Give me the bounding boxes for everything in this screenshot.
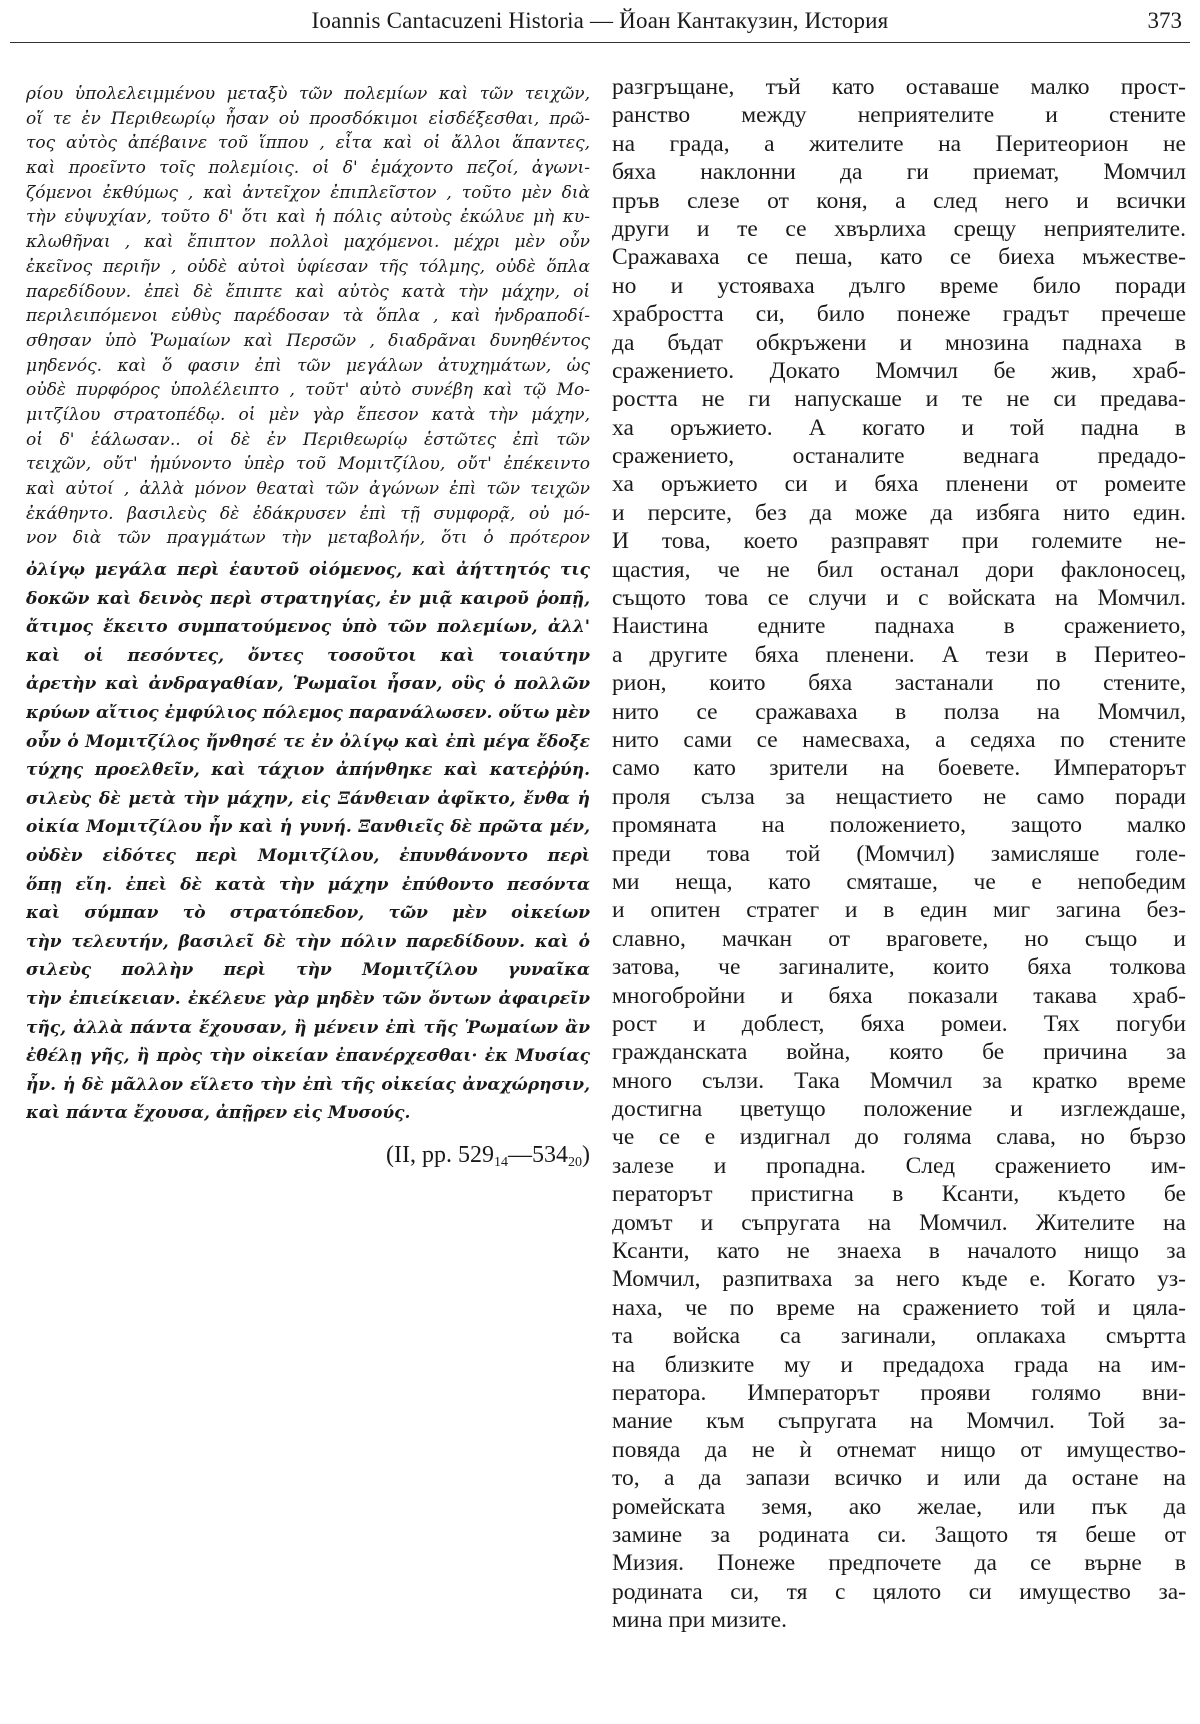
- text-line: да бъдат обкръжени и мнозина паднаха в: [612, 329, 1186, 356]
- text-line: мание към съпругата на Момчил. Той за-: [612, 1408, 1186, 1435]
- text-line: че се е издигнал до голяма слава, но бързо: [612, 1124, 1186, 1151]
- text-line: καὶ αὐτοί , ἀλλὰ μόνον θεαταὶ τῶν ἀγώνων ἐπὶ τῶν τειχῶν: [26, 479, 590, 499]
- text-line: ἀρετὴν καὶ ἀνδραγαθίαν, Ῥωμαῖοι ἦσαν, οὓς ὁ πολλῶν: [26, 674, 590, 695]
- header-rule: [10, 42, 1190, 43]
- text-line: затова, че загиналите, които бяха толкова: [612, 954, 1186, 981]
- text-line: много сълзи. Така Момчил за кратко време: [612, 1067, 1186, 1094]
- text-line: само като зрители на боевете. Императорът: [612, 755, 1186, 782]
- citation-line-end: 20: [568, 1155, 582, 1170]
- text-line: щастия, че не бил останал дори факлоносец,: [612, 556, 1186, 583]
- text-line: Момчил, разпитваха за него къде е. Когато уз-: [612, 1266, 1186, 1293]
- text-line: нито сами се намесваха, а седяха по стените: [612, 726, 1186, 753]
- text-line: νον διὰ τῶν πραγμάτων τὴν μεταβολήν, ὅτι ὁ πρότερον: [26, 528, 590, 549]
- text-line: οὐδὲ πυρφόρος ὑπολέλειπτο , τοῦτ' αὐτὸ συνέβη καὶ τῷ Μο-: [26, 380, 590, 401]
- text-line: ранство между неприятелите и стените: [612, 102, 1186, 129]
- text-line: ὅπῃ εἴη. ἐπεὶ δὲ κατὰ τὴν μάχην ἐπύθοντο πεσόντα: [26, 874, 590, 895]
- text-line: рост и доблест, бяха ромеи. Тях погуби: [612, 1010, 1186, 1037]
- text-line: ἄτιμος ἔκειτο συμπατούμενος ὑπὸ τῶν πολεμίων, ἀλλ': [26, 617, 590, 638]
- text-line: разгръщане, тъй като оставаше малко прост-: [612, 74, 1186, 100]
- text-line: ха оръжието си и бяха пленени от ромеите: [612, 471, 1186, 498]
- text-line: и персите, без да може да избяга нито един.: [612, 499, 1186, 526]
- text-line: ператора. Императорът прояви голямо вни-: [612, 1379, 1186, 1406]
- text-line: οἱ δ' ἑάλωσαν.. οἱ δὲ ἐν Περιθεωρίῳ ἑστῶτες ἐπὶ τῶν: [26, 429, 590, 450]
- text-line: славно, мачкан от враговете, но също и: [612, 925, 1186, 952]
- text-line: Сражаваха се пеша, като се биеха мъжестве-: [612, 244, 1186, 271]
- page-header: [0, 6, 1200, 40]
- text-line: ха оръжието. А когато и той падна в: [612, 414, 1186, 441]
- text-line: τύχης προελθεῖν, καὶ τάχιον ἀπήνθηκε καὶ κατεῤῥύη.: [26, 760, 590, 781]
- text-line: τος αὐτὸς ἀπέβαινε τοῦ ἵππου , εἶτα καὶ οἱ ἄλλοι ἅπαντες,: [26, 133, 590, 154]
- bulgarian-translation-column: [612, 73, 1186, 1634]
- text-line: περιλειπόμενοι εὐθὺς παρέδοσαν τὰ ὅπλα , καὶ ἠνδραποδί-: [26, 306, 590, 327]
- text-line: на града, а жителите на Перитеорион не: [612, 130, 1186, 157]
- text-line: многобройни и бяха показали такава храб-: [612, 982, 1186, 1009]
- text-line: ζόμενοι ἐκθύμως , καὶ ἀντεῖχον ἐπιπλεῖστον , τοῦτο μὲν διὰ: [26, 182, 590, 203]
- text-line: пръв слезе от коня, а след него и всички: [612, 187, 1186, 214]
- text-line: други и те се хвърлиха срещу неприятелите.: [612, 215, 1186, 242]
- page-number: 373: [1147, 8, 1182, 33]
- text-line: δοκῶν καὶ δεινὸς περὶ στρατηγίας, ἐν μιᾷ καιροῦ ῥοπῇ,: [26, 588, 590, 609]
- citation-suffix: ): [582, 1142, 590, 1168]
- text-line: повяда да не ѝ отнемат нищо от имущество-: [612, 1436, 1186, 1463]
- text-line: та войска са загинали, оплакаха смъртта: [612, 1323, 1186, 1350]
- text-line: същото това се случи и с войската на Момчил.: [612, 585, 1186, 612]
- source-citation: [26, 1142, 590, 1171]
- text-line: τὴν ἐπιείκειαν. ἐκέλευε γὰρ μηδὲν τῶν ὄντων ἀφαιρεῖν: [26, 988, 590, 1009]
- text-line: ромейската земя, ако желае, или пък да: [612, 1493, 1186, 1520]
- text-line: οἰκία Μομιτζίλου ἦν καὶ ἡ γυνή. Ξανθιεῖς δὲ πρῶτα μέν,: [26, 817, 590, 838]
- text-line: κρύων αἴτιος ἐμφύλιος πόλεμος παρανάλωσεν. οὕτω μὲν: [26, 702, 590, 723]
- text-line: τειχῶν, οὔτ' ἠμύνοντο ὑπὲρ τοῦ Μομιτζίλου, οὔτ' ἐπέκειντο: [26, 454, 590, 475]
- text-line: Мизия. Понеже предпочете да се върне в: [612, 1550, 1186, 1577]
- text-line: ἐκάθηντο. βασιλεὺς δὲ ἐδάκρυσεν ἐπὶ τῇ συμφορᾷ, οὐ μό-: [26, 503, 590, 524]
- text-line: οὖν ὁ Μομιτζίλος ἤνθησέ τε ἐν ὀλίγῳ καὶ ἐπὶ μέγα ἔδοξε: [26, 731, 590, 752]
- text-line: нито се сражаваха в полза на Момчил,: [612, 698, 1186, 725]
- text-line: μηδενός. καὶ ὅ φασιν ἐπὶ τῶν μεγάλων ἀτυχημάτων, ὡς: [26, 355, 590, 376]
- text-line: проля сълза за нещастието не само поради: [612, 783, 1186, 810]
- text-line: замине за родината си. Защото тя беше от: [612, 1521, 1186, 1548]
- text-line: Ксанти, като не знаеха в началото нищо за: [612, 1238, 1186, 1265]
- text-line: и опитен стратег и в един миг загина без-: [612, 897, 1186, 924]
- text-line: гражданската война, която бе причина за: [612, 1039, 1186, 1066]
- text-line: ми неща, като смяташе, че е непобедим: [612, 868, 1186, 895]
- text-line: σιλεὺς πολλὴν περὶ τὴν Μομιτζίλου γυναῖκα: [26, 960, 590, 981]
- text-line: ὀλίγῳ μεγάλα περὶ ἑαυτοῦ οἰόμενος, καὶ ἀήττητός τις: [26, 560, 590, 580]
- text-line: ἦν. ἡ δὲ μᾶλλον εἵλετο τὴν ἐπὶ τῆς οἰκείας ἀναχώρησιν,: [26, 1074, 590, 1095]
- text-line: преди това той (Момчил) замисляше голе-: [612, 840, 1186, 867]
- text-line: παρεδίδουν. ἐπεὶ δὲ ἔπιπτε καὶ αὐτὸς κατὰ τὴν μάχην, οἱ: [26, 281, 590, 302]
- text-line: ператорът пристигна в Ксанти, където бе: [612, 1181, 1186, 1208]
- text-line: домът и съпругата на Момчил. Жителите на: [612, 1209, 1186, 1236]
- text-line: сражението, останалите веднага предадо-: [612, 443, 1186, 470]
- text-line: Наистина едните паднаха в сражението,: [612, 613, 1186, 640]
- citation-prefix: (II, pp. 529: [386, 1142, 494, 1168]
- text-line: καὶ πάντα ἔχουσα, ἀπῇρεν εἰς Μυσούς.: [26, 1103, 411, 1124]
- text-line: ἐθέλῃ γῆς, ἢ πρὸς τὴν οἰκείαν ἐπανέρχεσθαι· ἐκ Μυσίας: [26, 1046, 590, 1067]
- text-line: οὐδὲν εἰδότες περὶ Μομιτζίλου, ἐπυνθάνοντο περὶ: [26, 845, 590, 866]
- text-line: καὶ σύμπαν τὸ στρατόπεδον, τῶν μὲν οἰκείων: [26, 903, 590, 924]
- text-line: ρίου ὑπολελειμμένου μεταξὺ τῶν πολεμίων καὶ τῶν τειχῶν,: [26, 84, 590, 104]
- citation-middle: —534: [508, 1142, 568, 1168]
- text-line: μιτζίλου στρατοπέδῳ. οἱ μὲν γὰρ ἔπεσον κατὰ τὴν μάχην,: [26, 404, 590, 425]
- text-line: τὴν τελευτήν, βασιλεῖ δὲ τὴν πόλιν παρεδίδουν. καὶ ὁ: [26, 931, 590, 952]
- text-line: наха, че по време на сражението той и цяла-: [612, 1294, 1186, 1321]
- text-line: И това, което разправят при големите не-: [612, 528, 1186, 555]
- text-line: σιλεὺς δὲ μετὰ τὴν μάχην, εἰς Ξάνθειαν ἀφῖκτο, ἔνθα ἡ: [26, 788, 590, 809]
- text-line: ἐκεῖνος περιῆν , οὐδὲ αὐτοὶ ὑφίεσαν τῆς τόλμης, οὐδὲ ὅπλα: [26, 256, 590, 277]
- text-line: мина при мизите.: [612, 1607, 787, 1634]
- text-line: οἵ τε ἐν Περιθεωρίῳ ἦσαν οὐ προσδόκιμοι εἰσδέξεσθαι, πρῶ-: [26, 108, 590, 129]
- text-line: рион, които бяха застанали по стените,: [612, 670, 1186, 697]
- text-line: τὴν εὐψυχίαν, τοῦτο δ' ὅτι καὶ ἡ πόλις αὐτοὺς ἐκώλυε μὴ κυ-: [26, 207, 590, 228]
- text-line: τῆς, ἀλλὰ πάντα ἔχουσαν, ἢ μένειν ἐπὶ τῆς Ῥωμαίων ἂν: [26, 1017, 590, 1038]
- text-line: бяха наклонни да ги приемат, Момчил: [612, 159, 1186, 186]
- text-line: καὶ προεῖντο τοῖς πολεμίοις. οἱ δ' ἐμάχοντο πεζοί, ἀγωνι-: [26, 158, 590, 179]
- citation-line-start: 14: [494, 1155, 508, 1170]
- text-line: родината си, тя с цялото си имущество за-: [612, 1578, 1186, 1605]
- greek-text-block-2: [26, 556, 590, 1128]
- text-line: а другите бяха пленени. А тези в Перитео-: [612, 641, 1186, 668]
- text-line: достигна цветущо положение и изглеждаше,: [612, 1096, 1186, 1123]
- text-line: сражението. Докато Момчил бе жив, храб-: [612, 357, 1186, 384]
- text-line: залезе и пропадна. След сражението им-: [612, 1152, 1186, 1179]
- text-line: καὶ οἱ πεσόντες, ὄντες τοσοῦτοι καὶ τοιαύτην: [26, 645, 590, 666]
- text-line: то, а да запази всичко и или да остане на: [612, 1465, 1186, 1492]
- text-line: ростта не ги напускаше и те не си предава-: [612, 386, 1186, 413]
- text-line: но и устояваха дълго време било поради: [612, 272, 1186, 299]
- running-title: Ioannis Cantacuzeni Historia — Йоан Кантакузин, История: [311, 8, 889, 33]
- greek-text-block-1: [26, 82, 590, 551]
- text-line: на близките му и предадоха града на им-: [612, 1351, 1186, 1378]
- text-line: храбростта си, било понеже градът пречеше: [612, 301, 1186, 328]
- text-line: промяната на положението, защото малко: [612, 812, 1186, 839]
- text-line: σθησαν ὑπὸ Ῥωμαίων καὶ Περσῶν , διαδρᾶναι δυνηθέντος: [26, 330, 590, 351]
- text-line: κλωθῆναι , καὶ ἔπιπτον πολλοὶ μαχόμενοι. μέχρι μὲν οὖν: [26, 232, 590, 253]
